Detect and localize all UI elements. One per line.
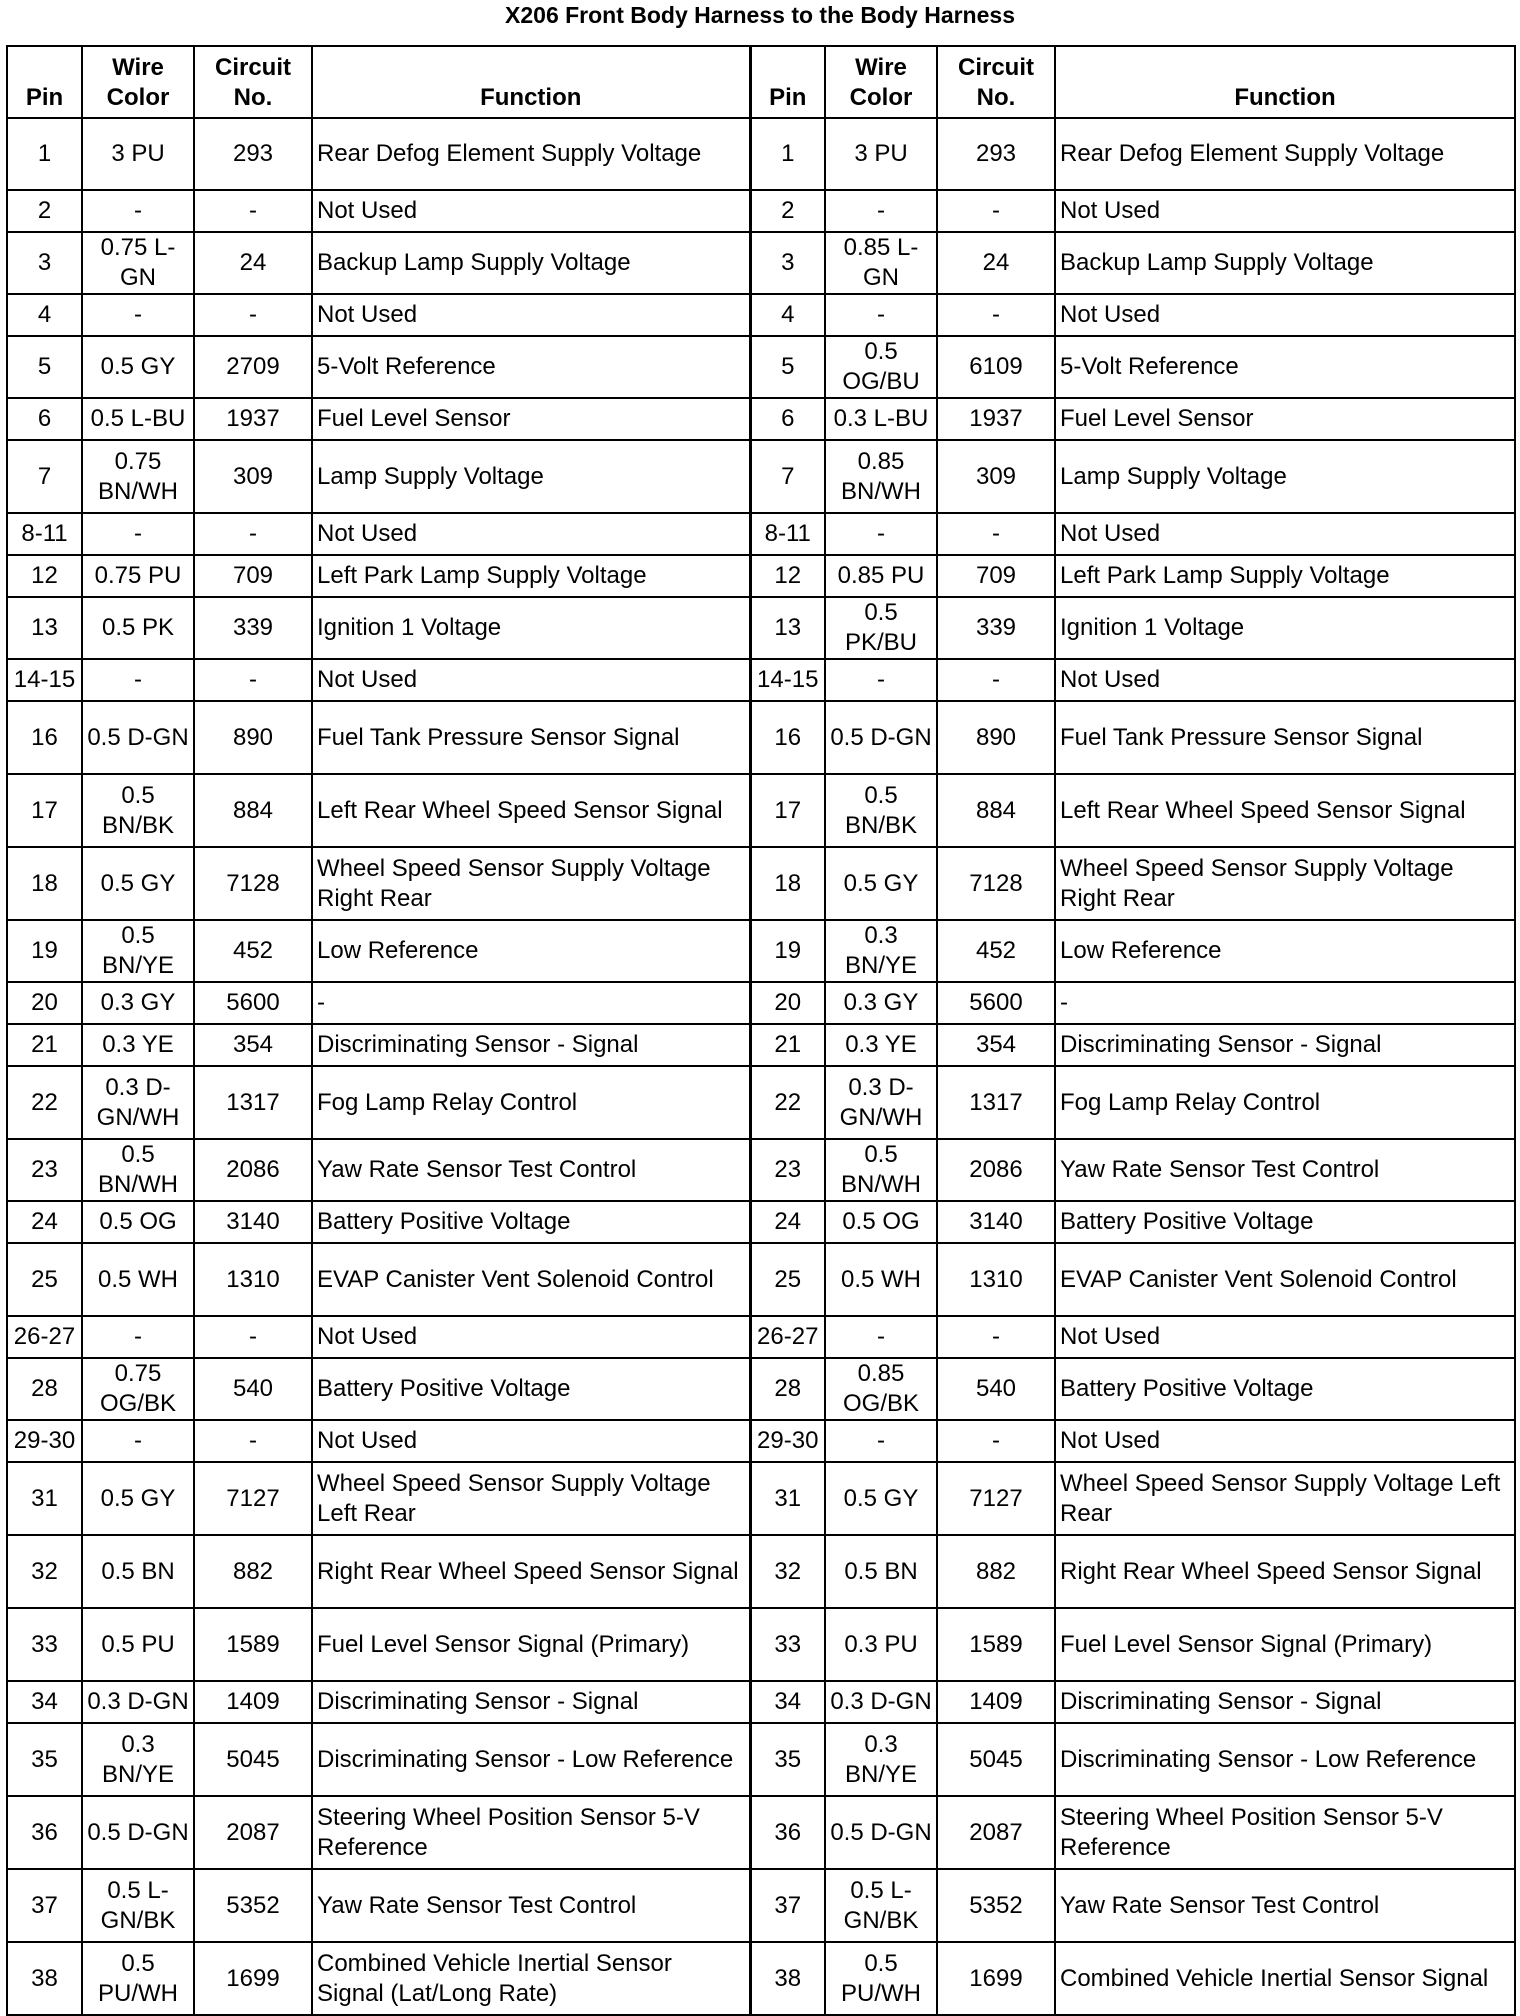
pin-cell: 21 — [7, 1024, 82, 1066]
circuit-cell: - — [194, 1316, 312, 1358]
wire-color-cell: 0.5 GY — [825, 847, 937, 920]
pin-cell: 29-30 — [7, 1420, 82, 1462]
pin-cell: 19 — [7, 920, 82, 982]
wire-color-cell: 0.5 GY — [82, 1462, 194, 1535]
circuit-cell: 2086 — [194, 1139, 312, 1201]
table-row — [7, 597, 1515, 659]
table-row — [7, 1420, 1515, 1462]
circuit-cell: 7128 — [937, 847, 1055, 920]
wire-color-cell: 0.5 L-GN/BK — [825, 1869, 937, 1942]
wire-color-cell: 0.75 BN/WH — [82, 440, 194, 513]
pin-cell: 8-11 — [7, 513, 82, 555]
circuit-cell: 309 — [937, 440, 1055, 513]
wire-color-cell: - — [82, 190, 194, 232]
function-cell: Not Used — [312, 513, 750, 555]
function-cell: Discriminating Sensor - Low Reference — [312, 1723, 750, 1796]
wire-color-cell: 0.5 D-GN — [825, 701, 937, 774]
wire-color-cell: 0.5 L-BU — [82, 398, 194, 440]
table-row — [7, 555, 1515, 597]
wire-color-cell: 0.5 D-GN — [825, 1796, 937, 1869]
header-wire-color: Wire Color — [82, 46, 194, 118]
table-row — [7, 1066, 1515, 1139]
wire-color-cell: 0.5 GY — [82, 336, 194, 398]
table-row — [7, 774, 1515, 847]
circuit-cell: - — [194, 190, 312, 232]
header-circuit: Circuit No. — [937, 46, 1055, 118]
table-row — [7, 1608, 1515, 1681]
pin-cell: 16 — [750, 701, 825, 774]
function-cell: Low Reference — [312, 920, 750, 982]
pin-cell: 13 — [750, 597, 825, 659]
circuit-cell: 1937 — [194, 398, 312, 440]
pin-cell: 12 — [750, 555, 825, 597]
wire-color-cell: 0.5 PU/WH — [825, 1942, 937, 2015]
wire-color-cell: 0.5 BN/BK — [82, 774, 194, 847]
circuit-cell: - — [937, 1316, 1055, 1358]
function-cell: Not Used — [1055, 1316, 1515, 1358]
function-cell: Left Park Lamp Supply Voltage — [1055, 555, 1515, 597]
pin-cell: 2 — [750, 190, 825, 232]
wire-color-cell: 0.3 BN/YE — [825, 1723, 937, 1796]
wire-color-cell: 0.3 D-GN — [82, 1681, 194, 1723]
table-row — [7, 847, 1515, 920]
wire-color-cell: 0.3 L-BU — [825, 398, 937, 440]
function-cell: Wheel Speed Sensor Supply Voltage Left Rear — [1055, 1462, 1515, 1535]
function-cell: Discriminating Sensor - Signal — [312, 1681, 750, 1723]
circuit-cell: 452 — [194, 920, 312, 982]
function-cell: Rear Defog Element Supply Voltage — [1055, 118, 1515, 190]
circuit-cell: 1310 — [194, 1243, 312, 1316]
pin-cell: 23 — [7, 1139, 82, 1201]
circuit-cell: 1409 — [937, 1681, 1055, 1723]
wire-color-cell: - — [82, 1420, 194, 1462]
pin-cell: 37 — [750, 1869, 825, 1942]
wire-color-cell: - — [82, 1316, 194, 1358]
wire-color-cell: 0.5 L-GN/BK — [82, 1869, 194, 1942]
function-cell: Rear Defog Element Supply Voltage — [312, 118, 750, 190]
circuit-cell: 890 — [194, 701, 312, 774]
pin-cell: 5 — [7, 336, 82, 398]
pin-cell: 38 — [7, 1942, 82, 2015]
function-cell: Backup Lamp Supply Voltage — [312, 232, 750, 294]
pin-cell: 6 — [7, 398, 82, 440]
wire-color-cell: 0.5 PU — [82, 1608, 194, 1681]
table-row — [7, 920, 1515, 982]
wire-color-cell: 0.3 D-GN/WH — [825, 1066, 937, 1139]
table-row — [7, 232, 1515, 294]
wire-color-cell: 0.5 BN — [82, 1535, 194, 1608]
wire-color-cell: 0.5 OG — [82, 1201, 194, 1243]
wire-color-cell: - — [82, 659, 194, 701]
circuit-cell: - — [937, 659, 1055, 701]
wire-color-cell: 0.5 WH — [82, 1243, 194, 1316]
wire-color-cell: - — [825, 659, 937, 701]
function-cell: Battery Positive Voltage — [1055, 1358, 1515, 1420]
page-title: X206 Front Body Harness to the Body Harness — [505, 2, 1015, 28]
function-cell: Not Used — [1055, 1420, 1515, 1462]
wire-color-cell: 0.5 PK/BU — [825, 597, 937, 659]
wire-color-cell: 0.3 GY — [825, 982, 937, 1024]
table-row — [7, 1201, 1515, 1243]
wire-color-cell: 0.5 PU/WH — [82, 1942, 194, 2015]
wire-color-cell: 0.3 PU — [825, 1608, 937, 1681]
function-cell: Yaw Rate Sensor Test Control — [312, 1869, 750, 1942]
circuit-cell: - — [194, 294, 312, 336]
pin-cell: 13 — [7, 597, 82, 659]
connector-pinout-table — [6, 45, 1516, 2016]
circuit-cell: 882 — [937, 1535, 1055, 1608]
table-row — [7, 1139, 1515, 1201]
pin-cell: 37 — [7, 1869, 82, 1942]
pin-cell: 24 — [7, 1201, 82, 1243]
circuit-cell: - — [937, 1420, 1055, 1462]
wire-color-cell: - — [82, 294, 194, 336]
function-cell: Battery Positive Voltage — [312, 1201, 750, 1243]
wire-color-cell: 0.3 D-GN/WH — [82, 1066, 194, 1139]
function-cell: Right Rear Wheel Speed Sensor Signal — [312, 1535, 750, 1608]
function-cell: Yaw Rate Sensor Test Control — [1055, 1139, 1515, 1201]
wire-color-cell: 0.75 L-GN — [82, 232, 194, 294]
function-cell: EVAP Canister Vent Solenoid Control — [1055, 1243, 1515, 1316]
pin-cell: 7 — [7, 440, 82, 513]
pin-cell: 5 — [750, 336, 825, 398]
circuit-cell: 5600 — [937, 982, 1055, 1024]
pin-cell: 14-15 — [7, 659, 82, 701]
table-row — [7, 982, 1515, 1024]
function-cell: Not Used — [312, 190, 750, 232]
pin-cell: 1 — [7, 118, 82, 190]
function-cell: Not Used — [1055, 659, 1515, 701]
circuit-cell: 1310 — [937, 1243, 1055, 1316]
pin-cell: 17 — [750, 774, 825, 847]
function-cell: Left Rear Wheel Speed Sensor Signal — [1055, 774, 1515, 847]
pin-cell: 28 — [750, 1358, 825, 1420]
circuit-cell: - — [194, 1420, 312, 1462]
function-cell: Wheel Speed Sensor Supply Voltage Left Rear — [312, 1462, 750, 1535]
circuit-cell: 5045 — [937, 1723, 1055, 1796]
pin-cell: 18 — [7, 847, 82, 920]
circuit-cell: 5352 — [194, 1869, 312, 1942]
pin-cell: 20 — [7, 982, 82, 1024]
pin-cell: 29-30 — [750, 1420, 825, 1462]
pin-cell: 18 — [750, 847, 825, 920]
circuit-cell: 6109 — [937, 336, 1055, 398]
pin-cell: 24 — [750, 1201, 825, 1243]
table-row — [7, 294, 1515, 336]
wire-color-cell: 0.5 BN/WH — [825, 1139, 937, 1201]
function-cell: Fog Lamp Relay Control — [1055, 1066, 1515, 1139]
circuit-cell: - — [937, 190, 1055, 232]
pin-cell: 19 — [750, 920, 825, 982]
function-cell: Ignition 1 Voltage — [312, 597, 750, 659]
function-cell: Discriminating Sensor - Low Reference — [1055, 1723, 1515, 1796]
circuit-cell: 2709 — [194, 336, 312, 398]
wire-color-cell: - — [82, 513, 194, 555]
wire-color-cell: 0.5 BN/WH — [82, 1139, 194, 1201]
wire-color-cell: 0.5 D-GN — [82, 701, 194, 774]
function-cell: - — [1055, 982, 1515, 1024]
wire-color-cell: 0.75 OG/BK — [82, 1358, 194, 1420]
pin-cell: 22 — [750, 1066, 825, 1139]
wire-color-cell: 0.5 GY — [825, 1462, 937, 1535]
table-row — [7, 1462, 1515, 1535]
function-cell: - — [312, 982, 750, 1024]
circuit-cell: 2087 — [194, 1796, 312, 1869]
wire-color-cell: - — [825, 1420, 937, 1462]
table-row — [7, 1869, 1515, 1942]
circuit-cell: - — [194, 513, 312, 555]
circuit-cell: 2086 — [937, 1139, 1055, 1201]
function-cell: Fog Lamp Relay Control — [312, 1066, 750, 1139]
circuit-cell: 293 — [194, 118, 312, 190]
wire-color-cell: - — [825, 190, 937, 232]
wire-color-cell: 0.5 GY — [82, 847, 194, 920]
function-cell: Fuel Level Sensor Signal (Primary) — [1055, 1608, 1515, 1681]
table-row — [7, 190, 1515, 232]
circuit-cell: 5045 — [194, 1723, 312, 1796]
function-cell: Left Park Lamp Supply Voltage — [312, 555, 750, 597]
circuit-cell: 709 — [194, 555, 312, 597]
circuit-cell: 1699 — [194, 1942, 312, 2015]
wire-color-cell: 0.3 BN/YE — [825, 920, 937, 982]
pin-cell: 3 — [750, 232, 825, 294]
circuit-cell: 1699 — [937, 1942, 1055, 2015]
pin-cell: 35 — [750, 1723, 825, 1796]
pin-cell: 26-27 — [7, 1316, 82, 1358]
circuit-cell: 354 — [937, 1024, 1055, 1066]
table-row — [7, 336, 1515, 398]
circuit-cell: - — [937, 513, 1055, 555]
table-row — [7, 1535, 1515, 1608]
pin-cell: 33 — [7, 1608, 82, 1681]
function-cell: Discriminating Sensor - Signal — [1055, 1681, 1515, 1723]
function-cell: Fuel Level Sensor Signal (Primary) — [312, 1608, 750, 1681]
table-row — [7, 1358, 1515, 1420]
wire-color-cell: 0.3 GY — [82, 982, 194, 1024]
pin-cell: 34 — [7, 1681, 82, 1723]
header-circuit: Circuit No. — [194, 46, 312, 118]
function-cell: Battery Positive Voltage — [312, 1358, 750, 1420]
pin-cell: 28 — [7, 1358, 82, 1420]
pin-cell: 8-11 — [750, 513, 825, 555]
function-cell: Left Rear Wheel Speed Sensor Signal — [312, 774, 750, 847]
function-cell: Ignition 1 Voltage — [1055, 597, 1515, 659]
circuit-cell: 882 — [194, 1535, 312, 1608]
wire-color-cell: 0.85 PU — [825, 555, 937, 597]
circuit-cell: 5352 — [937, 1869, 1055, 1942]
function-cell: Discriminating Sensor - Signal — [1055, 1024, 1515, 1066]
function-cell: Fuel Level Sensor — [1055, 398, 1515, 440]
wire-color-cell: 0.85 BN/WH — [825, 440, 937, 513]
pin-cell: 1 — [750, 118, 825, 190]
circuit-cell: - — [194, 659, 312, 701]
wire-color-cell: 3 PU — [825, 118, 937, 190]
function-cell: Right Rear Wheel Speed Sensor Signal — [1055, 1535, 1515, 1608]
wire-color-cell: 0.5 BN/YE — [82, 920, 194, 982]
circuit-cell: 5600 — [194, 982, 312, 1024]
circuit-cell: 884 — [194, 774, 312, 847]
function-cell: Discriminating Sensor - Signal — [312, 1024, 750, 1066]
pin-cell: 14-15 — [750, 659, 825, 701]
wire-color-cell: 0.5 BN/BK — [825, 774, 937, 847]
wire-color-cell: - — [825, 513, 937, 555]
circuit-cell: 1937 — [937, 398, 1055, 440]
wire-color-cell: 0.85 L-GN — [825, 232, 937, 294]
pin-cell: 16 — [7, 701, 82, 774]
pin-cell: 25 — [750, 1243, 825, 1316]
wire-color-cell: 0.3 YE — [825, 1024, 937, 1066]
wire-color-cell: 0.3 D-GN — [825, 1681, 937, 1723]
header-wire-color: Wire Color — [825, 46, 937, 118]
pin-cell: 26-27 — [750, 1316, 825, 1358]
header-function: Function — [312, 46, 750, 118]
table-row — [7, 1681, 1515, 1723]
function-cell: Yaw Rate Sensor Test Control — [312, 1139, 750, 1201]
circuit-cell: 540 — [194, 1358, 312, 1420]
circuit-cell: 24 — [194, 232, 312, 294]
function-cell: Not Used — [1055, 513, 1515, 555]
function-cell: Battery Positive Voltage — [1055, 1201, 1515, 1243]
table-row — [7, 1942, 1515, 2015]
pin-cell: 4 — [750, 294, 825, 336]
pin-cell: 21 — [750, 1024, 825, 1066]
header-pin: Pin — [7, 46, 82, 118]
circuit-cell: 7127 — [194, 1462, 312, 1535]
pin-cell: 3 — [7, 232, 82, 294]
function-cell: EVAP Canister Vent Solenoid Control — [312, 1243, 750, 1316]
pin-cell: 35 — [7, 1723, 82, 1796]
function-cell: 5-Volt Reference — [312, 336, 750, 398]
pin-cell: 32 — [750, 1535, 825, 1608]
circuit-cell: 1317 — [937, 1066, 1055, 1139]
function-cell: Yaw Rate Sensor Test Control — [1055, 1869, 1515, 1942]
function-cell: Fuel Tank Pressure Sensor Signal — [312, 701, 750, 774]
pin-cell: 22 — [7, 1066, 82, 1139]
wire-color-cell: - — [825, 1316, 937, 1358]
function-cell: Lamp Supply Voltage — [1055, 440, 1515, 513]
function-cell: Wheel Speed Sensor Supply Voltage Right Rear — [312, 847, 750, 920]
circuit-cell: 339 — [937, 597, 1055, 659]
circuit-cell: 3140 — [937, 1201, 1055, 1243]
table-row — [7, 513, 1515, 555]
wire-color-cell: 0.5 D-GN — [82, 1796, 194, 1869]
circuit-cell: 339 — [194, 597, 312, 659]
circuit-cell: 2087 — [937, 1796, 1055, 1869]
pin-cell: 4 — [7, 294, 82, 336]
function-cell: Backup Lamp Supply Voltage — [1055, 232, 1515, 294]
pin-cell: 17 — [7, 774, 82, 847]
wire-color-cell: 3 PU — [82, 118, 194, 190]
table-row — [7, 1796, 1515, 1869]
table-row — [7, 440, 1515, 513]
pin-cell: 32 — [7, 1535, 82, 1608]
function-cell: Combined Vehicle Inertial Sensor Signal — [1055, 1942, 1515, 2015]
function-cell: 5-Volt Reference — [1055, 336, 1515, 398]
function-cell: Low Reference — [1055, 920, 1515, 982]
pin-cell: 31 — [7, 1462, 82, 1535]
wire-color-cell: 0.5 WH — [825, 1243, 937, 1316]
pin-cell: 20 — [750, 982, 825, 1024]
header-function: Function — [1055, 46, 1515, 118]
wire-color-cell: 0.5 PK — [82, 597, 194, 659]
circuit-cell: 1317 — [194, 1066, 312, 1139]
function-cell: Wheel Speed Sensor Supply Voltage Right Rear — [1055, 847, 1515, 920]
circuit-cell: 7128 — [194, 847, 312, 920]
pin-cell: 36 — [750, 1796, 825, 1869]
circuit-cell: 354 — [194, 1024, 312, 1066]
function-cell: Steering Wheel Position Sensor 5-V Reference — [1055, 1796, 1515, 1869]
function-cell: Not Used — [312, 294, 750, 336]
function-cell: Not Used — [1055, 190, 1515, 232]
pin-cell: 6 — [750, 398, 825, 440]
pin-cell: 34 — [750, 1681, 825, 1723]
circuit-cell: 24 — [937, 232, 1055, 294]
circuit-cell: 540 — [937, 1358, 1055, 1420]
wire-color-cell: - — [825, 294, 937, 336]
function-cell: Not Used — [312, 1420, 750, 1462]
table-row — [7, 1024, 1515, 1066]
table-row — [7, 118, 1515, 190]
wire-color-cell: 0.5 OG — [825, 1201, 937, 1243]
circuit-cell: 890 — [937, 701, 1055, 774]
circuit-cell: 1589 — [937, 1608, 1055, 1681]
wire-color-cell: 0.85 OG/BK — [825, 1358, 937, 1420]
wire-color-cell: 0.3 YE — [82, 1024, 194, 1066]
table-row — [7, 1243, 1515, 1316]
wire-color-cell: 0.5 OG/BU — [825, 336, 937, 398]
pin-cell: 25 — [7, 1243, 82, 1316]
table-row — [7, 398, 1515, 440]
function-cell: Not Used — [312, 1316, 750, 1358]
circuit-cell: 293 — [937, 118, 1055, 190]
pin-cell: 36 — [7, 1796, 82, 1869]
pin-cell: 7 — [750, 440, 825, 513]
circuit-cell: 7127 — [937, 1462, 1055, 1535]
circuit-cell: 709 — [937, 555, 1055, 597]
pin-cell: 33 — [750, 1608, 825, 1681]
wire-color-cell: 0.3 BN/YE — [82, 1723, 194, 1796]
circuit-cell: 1589 — [194, 1608, 312, 1681]
pin-cell: 23 — [750, 1139, 825, 1201]
pin-cell: 2 — [7, 190, 82, 232]
function-cell: Fuel Level Sensor — [312, 398, 750, 440]
wire-color-cell: 0.75 PU — [82, 555, 194, 597]
table-row — [7, 1723, 1515, 1796]
circuit-cell: 884 — [937, 774, 1055, 847]
function-cell: Fuel Tank Pressure Sensor Signal — [1055, 701, 1515, 774]
circuit-cell: 309 — [194, 440, 312, 513]
function-cell: Combined Vehicle Inertial Sensor Signal (Lat/Long Rate) — [312, 1942, 750, 2015]
function-cell: Not Used — [312, 659, 750, 701]
circuit-cell: 3140 — [194, 1201, 312, 1243]
circuit-cell: - — [937, 294, 1055, 336]
pin-cell: 12 — [7, 555, 82, 597]
pin-cell: 38 — [750, 1942, 825, 2015]
function-cell: Steering Wheel Position Sensor 5-V Reference — [312, 1796, 750, 1869]
table-row — [7, 659, 1515, 701]
circuit-cell: 452 — [937, 920, 1055, 982]
wire-color-cell: 0.5 BN — [825, 1535, 937, 1608]
function-cell: Lamp Supply Voltage — [312, 440, 750, 513]
header-row — [7, 46, 1515, 118]
function-cell: Not Used — [1055, 294, 1515, 336]
table-row — [7, 701, 1515, 774]
pin-cell: 31 — [750, 1462, 825, 1535]
table-row — [7, 1316, 1515, 1358]
header-pin: Pin — [750, 46, 825, 118]
circuit-cell: 1409 — [194, 1681, 312, 1723]
